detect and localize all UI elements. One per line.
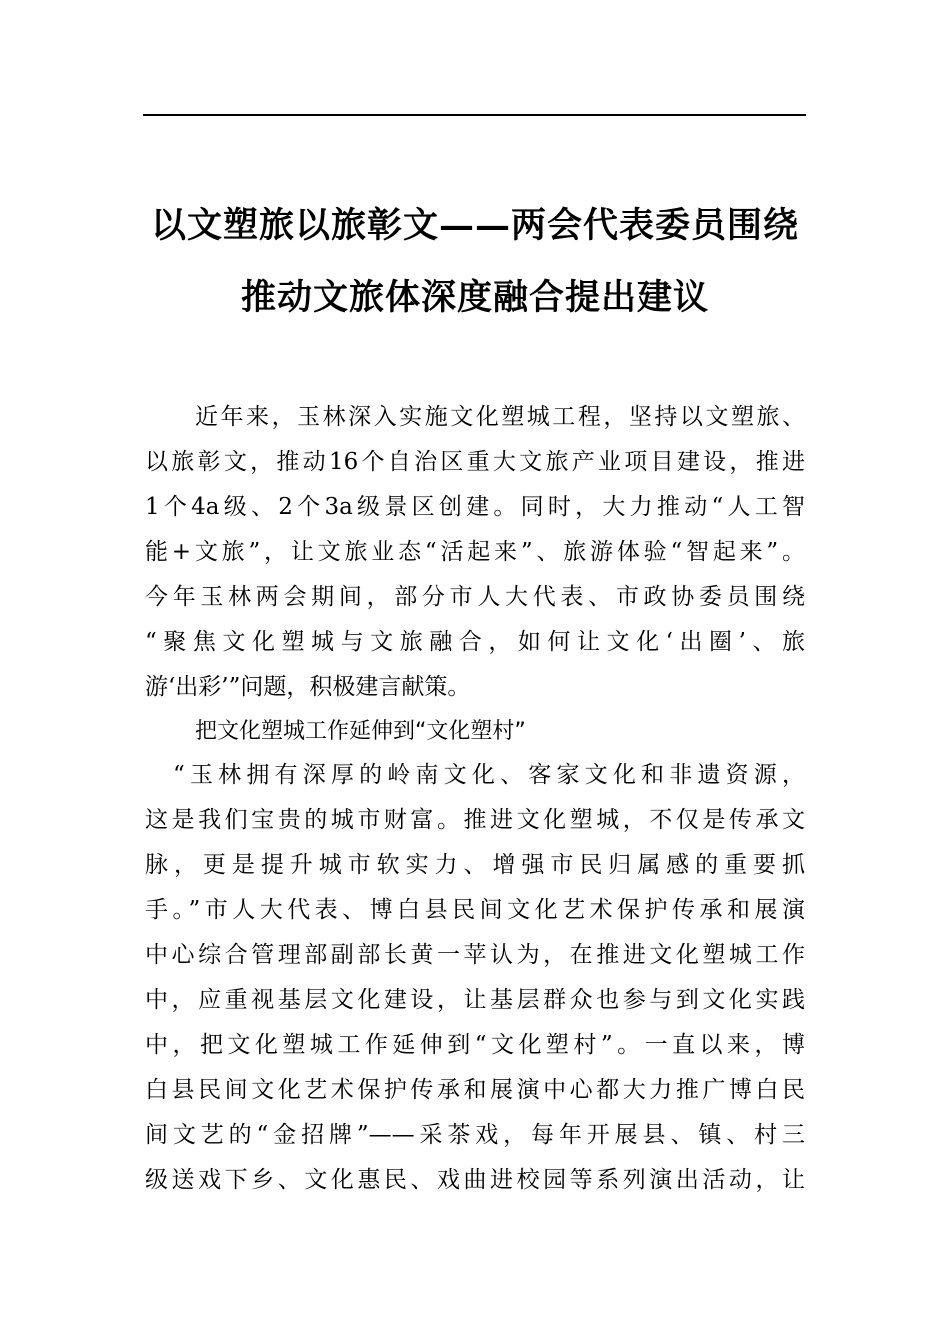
text-line: 游‘出彩’”问题，积极建言献策。 bbox=[145, 674, 471, 700]
document-title-line-2: 推动文旅体深度融合提出建议 bbox=[240, 277, 709, 318]
text-line: “聚焦文化塑城与文旅融合，如何让文化‘出圈’、旅 bbox=[145, 629, 805, 655]
text-line: 白县民间文化艺术保护传承和展演中心都大力推广博白民 bbox=[145, 1077, 805, 1103]
text-line: 间文艺的“金招牌”——采茶戏，每年开展县、镇、村三 bbox=[145, 1122, 805, 1148]
text-line: 能+文旅”，让文旅业态“活起来”、旅游体验“智起来”。 bbox=[145, 539, 805, 565]
text-line: 今年玉林两会期间，部分市人大代表、市政协委员围绕 bbox=[145, 584, 805, 610]
text-line: 近年来，玉林深入实施文化塑城工程，坚持以文塑旅、 bbox=[195, 404, 805, 430]
document-title-line-1: 以文塑旅以旅彰文——两会代表委员围绕 bbox=[150, 205, 799, 246]
text-line: 级送戏下乡、文化惠民、戏曲进校园等系列演出活动，让 bbox=[145, 1167, 805, 1193]
text-line: 中，把文化塑城工作延伸到“文化塑村”。一直以来，博 bbox=[145, 1032, 805, 1058]
text-line: 以旅彰文，推动16个自治区重大文旅产业项目建设，推进 bbox=[145, 449, 805, 475]
text-line: 1个4a级、2个3a级景区创建。同时，大力推动“人工智 bbox=[145, 494, 805, 520]
text-line: 中心综合管理部副部长黄一苹认为，在推进文化塑城工作 bbox=[145, 942, 805, 968]
text-line: “玉林拥有深厚的岭南文化、客家文化和非遗资源， bbox=[173, 762, 805, 788]
text-line: 中，应重视基层文化建设，让基层群众也参与到文化实践 bbox=[145, 987, 805, 1013]
text-line: 手。”市人大代表、博白县民间文化艺术保护传承和展演 bbox=[145, 897, 805, 923]
section-heading: 把文化塑城工作延伸到“文化塑村” bbox=[195, 719, 526, 744]
header-rule bbox=[143, 114, 806, 116]
text-line: 这是我们宝贵的城市财富。推进文化塑城，不仅是传承文 bbox=[145, 807, 805, 833]
text-line: 脉，更是提升城市软实力、增强市民归属感的重要抓 bbox=[145, 852, 805, 878]
